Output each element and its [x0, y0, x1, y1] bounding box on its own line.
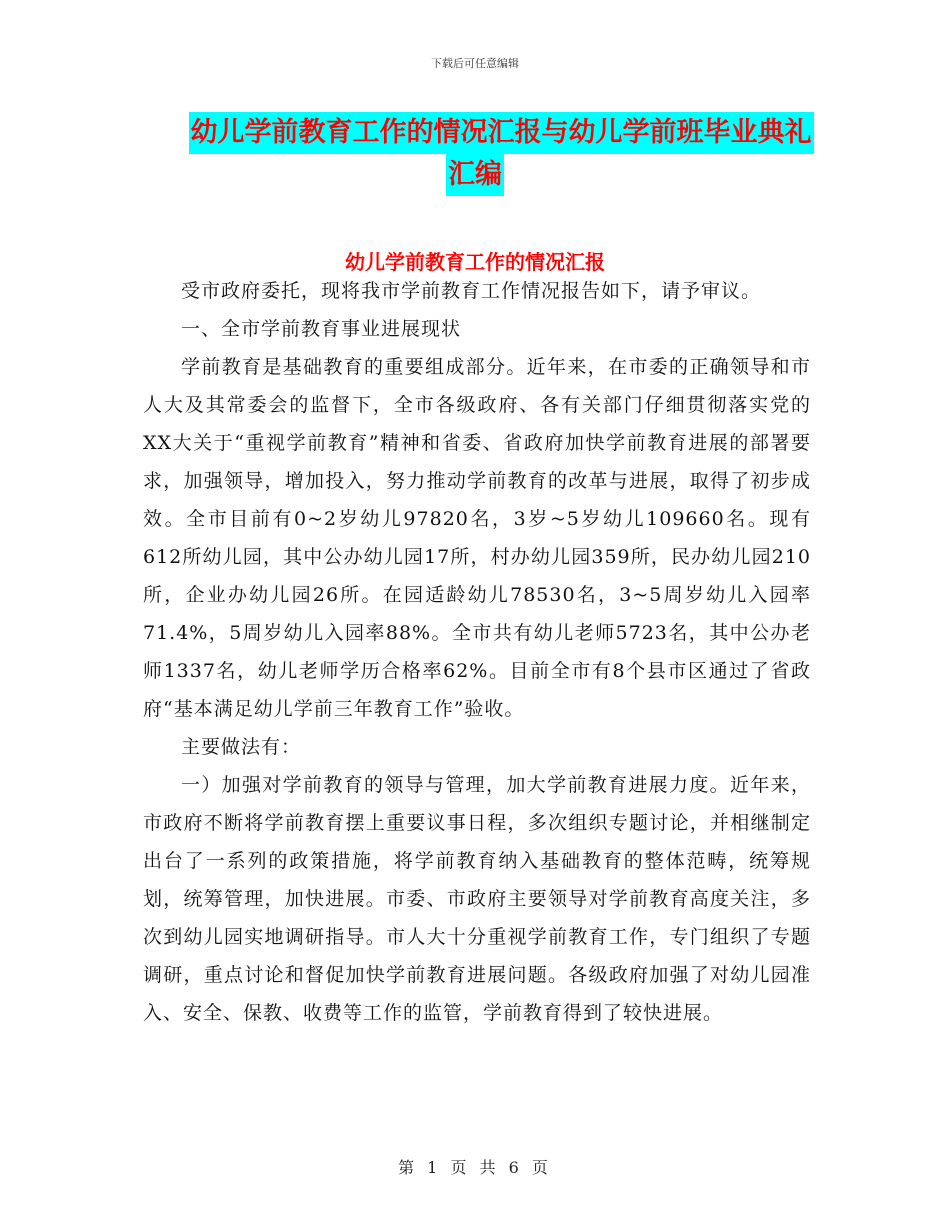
page-number: 第 1 页 共 6 页 [398, 1158, 552, 1177]
document-title-line1: 幼儿学前教育工作的情况汇报与幼儿学前班毕业典礼 [189, 112, 814, 154]
paragraph-measure-1: 一）加强对学前教育的领导与管理，加大学前教育进展力度。近年来，市政府不断将学前教育摆上重要议事日程，多次组织专题讨论，并相继制定出台了一系列的政策措施，将学前教育纳入基础教育的整体范畴，统筹规划，统筹管理，加快进展。市委、市政府主要领导对学前教育高度关注，多次到幼儿园实地调研指导。市人大十分重视学前教育工作，专门组织了专题调研，重点讨论和督促加快学前教育进展问题。各级政府加强了对幼儿园准入、安全、保教、收费等工作的监管，学前教育得到了较快进展。 [143, 774, 811, 1024]
document-title [0, 112, 950, 196]
paragraph-measures-heading: 主要做法有： [181, 736, 302, 758]
header-note: 下载后可任意编辑 [431, 57, 519, 70]
paragraph-heading-1: 一、全市学前教育事业进展现状 [181, 318, 462, 340]
paragraph-intro: 受市政府委托，现将我市学前教育工作情况报告如下，请予审议。 [181, 280, 762, 302]
paragraph-status: 学前教育是基础教育的重要组成部分。近年来，在市委的正确领导和市人大及其常委会的监督下，全市各级政府、各有关部门仔细贯彻落实党的XX大关于“重视学前教育”精神和省委、省政府加快学前教育进展的部署要求，加强领导，增加投入，努力推动学前教育的改革与进展，取得了初步成效。全市目前有0~2岁幼儿97820名，3岁~5岁幼儿109660名。现有612所幼儿园，其中公办幼儿园17所，村办幼儿园359所，民办幼儿园210所，企业办幼儿园26所。在园适龄幼儿78530名，3~5周岁幼儿入园率71.4%，5周岁幼儿入园率88%。全市共有幼儿老师5723名，其中公办老师1337名，幼儿老师学历合格率62%。目前全市有8个县市区通过了省政府“基本满足幼儿学前三年教育工作”验收。 [143, 356, 811, 720]
section-title: 幼儿学前教育工作的情况汇报 [345, 250, 605, 274]
document-body [143, 272, 811, 1032]
document-title-line2: 汇编 [446, 154, 504, 196]
